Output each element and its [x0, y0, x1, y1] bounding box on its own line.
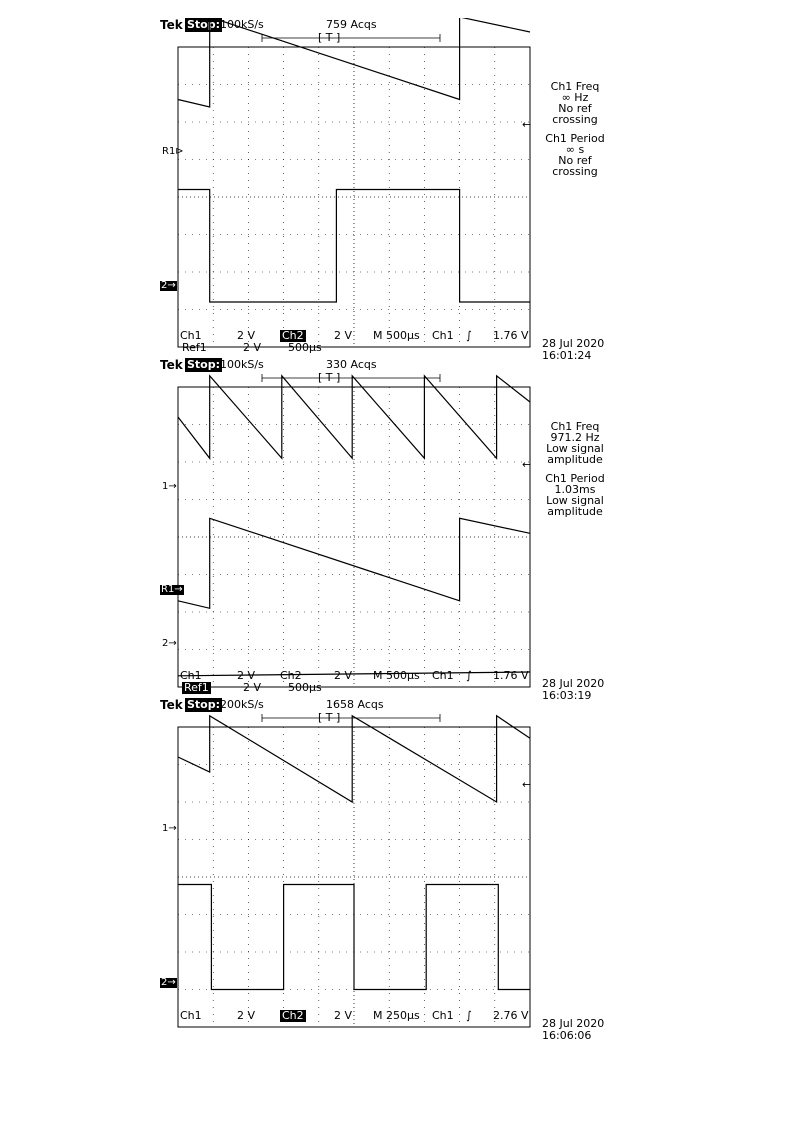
trigger-level-arrow: ← — [522, 458, 532, 471]
brand-logo: Tek — [160, 698, 183, 712]
footer-field-5: M 500µs — [373, 329, 420, 342]
timestamp: 28 Jul 2020 16:01:24 — [542, 337, 605, 362]
scope-capture-2 — [0, 358, 794, 702]
measurement-1: Ch1 Freq ∞ Hz No ref crossing — [550, 80, 600, 126]
trace-ch1-2 — [178, 376, 530, 459]
trigger-level-arrow: ← — [522, 118, 532, 131]
trigger-slope-icon: ∫ — [466, 1009, 472, 1022]
footer-field-7: 1.76 V — [493, 329, 529, 342]
trigger-marker: [ T ] — [318, 371, 341, 384]
footer-ref-field-1: Ref1 — [184, 681, 209, 694]
brand-logo: Tek — [160, 18, 183, 32]
channel-marker-2: 2→ — [161, 280, 176, 291]
trace-ch2-1 — [178, 190, 530, 303]
acquisition-count: 330 Acqs — [326, 358, 377, 371]
trigger-level-arrow: ← — [522, 778, 532, 791]
channel-marker-1: 1→ — [162, 823, 177, 834]
footer-field-6: Ch1 — [432, 329, 454, 342]
footer-field-6: Ch1 — [432, 1009, 454, 1022]
footer-field-3: Ch2 — [282, 1009, 304, 1022]
channel-marker-2: 2→ — [161, 977, 176, 988]
acquisition-count: 759 Acqs — [326, 18, 377, 31]
footer-field-1: Ch1 — [180, 329, 202, 342]
footer-field-4: 2 V — [334, 669, 353, 682]
trigger-slope-icon: ∫ — [466, 329, 472, 342]
scope-capture-1 — [0, 18, 794, 362]
footer-field-5: M 500µs — [373, 669, 420, 682]
timestamp: 28 Jul 2020 16:03:19 — [542, 677, 605, 702]
footer-field-3: Ch2 — [282, 329, 304, 342]
run-state-badge: Stop: — [187, 698, 221, 711]
run-state-badge: Stop: — [187, 358, 221, 371]
footer-ref-field-2: 2 V — [243, 341, 262, 354]
trigger-slope-icon: ∫ — [466, 669, 472, 682]
scope-capture-3 — [0, 698, 794, 1042]
footer-field-6: Ch1 — [432, 669, 454, 682]
footer-field-3: Ch2 — [280, 669, 302, 682]
trigger-marker: [ T ] — [318, 31, 341, 44]
sample-rate: 100kS/s — [220, 358, 264, 371]
trace-ch2-3 — [178, 885, 530, 990]
footer-field-7: 1.76 V — [493, 669, 529, 682]
footer-ref-field-3: 500µs — [288, 681, 322, 694]
footer-field-2: 2 V — [237, 1009, 256, 1022]
footer-ref-field-3: 500µs — [288, 341, 322, 354]
footer-field-2: 2 V — [237, 329, 256, 342]
timestamp: 28 Jul 2020 16:06:06 — [542, 1017, 605, 1042]
footer-field-1: Ch1 — [180, 1009, 202, 1022]
scope-display — [0, 358, 794, 698]
measurement-1: Ch1 Freq 971.2 Hz Low signal amplitude — [546, 420, 604, 466]
footer-field-1: Ch1 — [180, 669, 202, 682]
scope-display — [0, 18, 794, 358]
trace-ref1-1 — [178, 18, 530, 107]
measurement-2: Ch1 Period ∞ s No ref crossing — [545, 132, 605, 178]
footer-field-5: M 250µs — [373, 1009, 420, 1022]
footer-ref-field-1: Ref1 — [182, 341, 207, 354]
sample-rate: 100kS/s — [220, 18, 264, 31]
scope-display — [0, 698, 794, 1038]
sample-rate: 200kS/s — [220, 698, 264, 711]
trigger-marker: [ T ] — [318, 711, 341, 724]
brand-logo: Tek — [160, 358, 183, 372]
trace-ch1-3 — [178, 716, 530, 802]
measurement-2: Ch1 Period 1.03ms Low signal amplitude — [545, 472, 605, 518]
footer-field-2: 2 V — [237, 669, 256, 682]
run-state-badge: Stop: — [187, 18, 221, 31]
channel-marker-1: 1→ — [162, 481, 177, 492]
footer-ref-field-2: 2 V — [243, 681, 262, 694]
acquisition-count: 1658 Acqs — [326, 698, 384, 711]
footer-field-7: 2.76 V — [493, 1009, 529, 1022]
channel-marker-r1: R1⊳ — [162, 146, 184, 157]
footer-field-4: 2 V — [334, 329, 353, 342]
footer-field-4: 2 V — [334, 1009, 353, 1022]
channel-marker-r1: R1→ — [161, 584, 183, 595]
channel-marker-2: 2→ — [162, 638, 177, 649]
